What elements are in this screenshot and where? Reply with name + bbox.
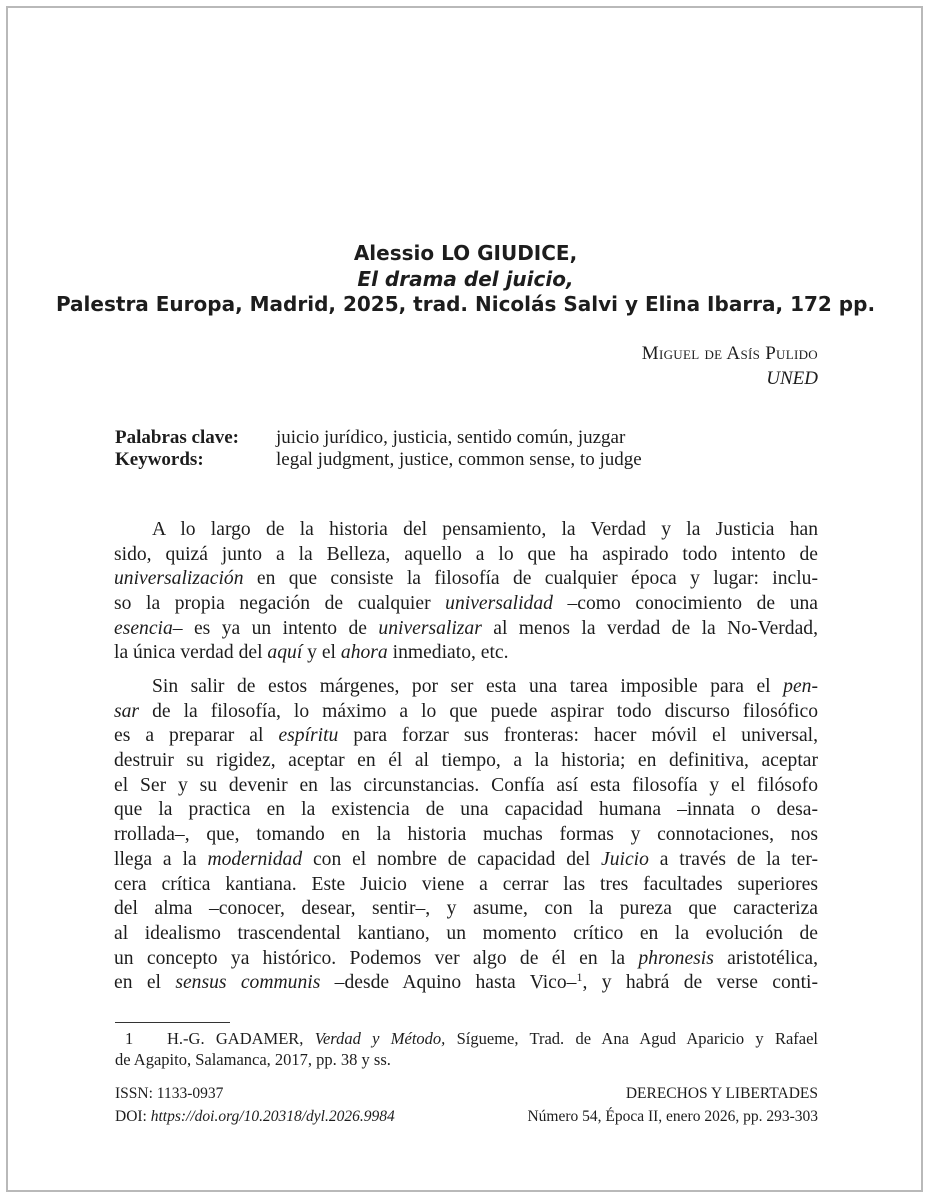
text-line: Sin salir de estos márgenes, por ser esta una tarea imposible para el pen-	[152, 676, 818, 697]
text-line: del alma –conocer, desear, sentir–, y asume, con la pureza que caracteriza	[114, 898, 818, 920]
text-line: cera crítica kantiana. Este Juicio viene a cerrar las tres facultades superiores	[114, 873, 818, 895]
text-line: al idealismo trascendental kantiano, un momento crítico en la evolución de	[114, 922, 818, 944]
doi: DOI: https://doi.org/10.20318/dyl.2026.9984	[115, 1108, 395, 1125]
text-line: sar de la filosofía, lo máximo a lo que puede aspirar todo discurso filosófico	[114, 700, 818, 722]
text-line: en el sensus communis –desde Aquino hasta Vico–$^1$, y habrá de verse conti-	[114, 970, 818, 994]
text-line: un concepto ya histórico. Podemos ver algo de él en la phronesis aristotélica,	[114, 947, 819, 969]
doi-link[interactable]: https://doi.org/10.20318/dyl.2026.9984	[150, 1108, 395, 1125]
text-line: rrollada–, que, tomando en la historia muchas formas y connotaciones, nos	[114, 824, 818, 846]
footnote-1: 1 H.-G. GADAMER, Verdad y Método, Sígueme, Trad. de Ana Agud Aparicio y Rafael de Agapito, Salamanca, 2017, pp. 38 y ss.	[115, 1029, 818, 1069]
keywords-label: Palabras clave:	[115, 427, 240, 448]
text-line: el Ser y su devenir en las circunstancias. Confía así esta filosofía y el filósofo	[114, 774, 818, 796]
footnote-separator	[115, 1022, 230, 1023]
text-line: so la propia negación de cualquier universalidad –como conocimiento de una	[114, 593, 818, 615]
text-line: A lo largo de la historia del pensamiento, la Verdad y la Justicia han	[152, 519, 818, 540]
book-author: Alessio LO GIUDICE,	[353, 241, 578, 265]
issn: ISSN: 1133-0937	[115, 1085, 224, 1102]
text-line: llega a la modernidad con el nombre de capacidad del Juicio a través de la ter-	[114, 848, 818, 870]
book-publication-info: Palestra Europa, Madrid, 2025, trad. Nicolás Salvi y Elina Ibarra, 172 pp.	[55, 292, 876, 316]
keywords-label: Keywords:	[115, 449, 204, 470]
text-line: la única verdad del aquí y el ahora inmediato, etc.	[114, 642, 509, 664]
issue-info: Número 54, Época II, enero 2026, pp. 293-303	[527, 1108, 818, 1125]
body-paragraph-1	[114, 518, 818, 666]
reviewer-name: Miguel de Asís Pulido	[641, 343, 818, 364]
text-line: universalización en que consiste la filosofía de cualquier época y lugar: inclu-	[114, 568, 818, 590]
text-line: sido, quizá junto a la Belleza, aquello a lo que ha aspirado todo intento de	[114, 543, 818, 565]
journal-name: DERECHOS Y LIBERTADES	[625, 1085, 818, 1102]
footnote-number: 1	[125, 1029, 134, 1048]
keywords-value: legal judgment, justice, common sense, to judge	[276, 449, 642, 470]
reviewer-affiliation: UNED	[766, 368, 818, 389]
text-line: esencia– es ya un intento de universalizar al menos la verdad de la No-Verdad,	[114, 617, 818, 639]
text-line: es a preparar al espíritu para forzar sus fronteras: hacer móvil el universal,	[114, 725, 818, 747]
text-line: destruir su rigidez, aceptar en él al tiempo, a la historia; en definitiva, aceptar	[114, 750, 818, 772]
text-line: que la practica en la existencia de una capacidad humana –innata o desa-	[114, 799, 818, 821]
footnote-reference[interactable]: 1	[576, 970, 583, 985]
body-paragraph-2	[114, 675, 818, 996]
keywords-value: juicio jurídico, justicia, sentido común, juzgar	[276, 427, 626, 448]
book-title: El drama del juicio,	[357, 267, 574, 291]
